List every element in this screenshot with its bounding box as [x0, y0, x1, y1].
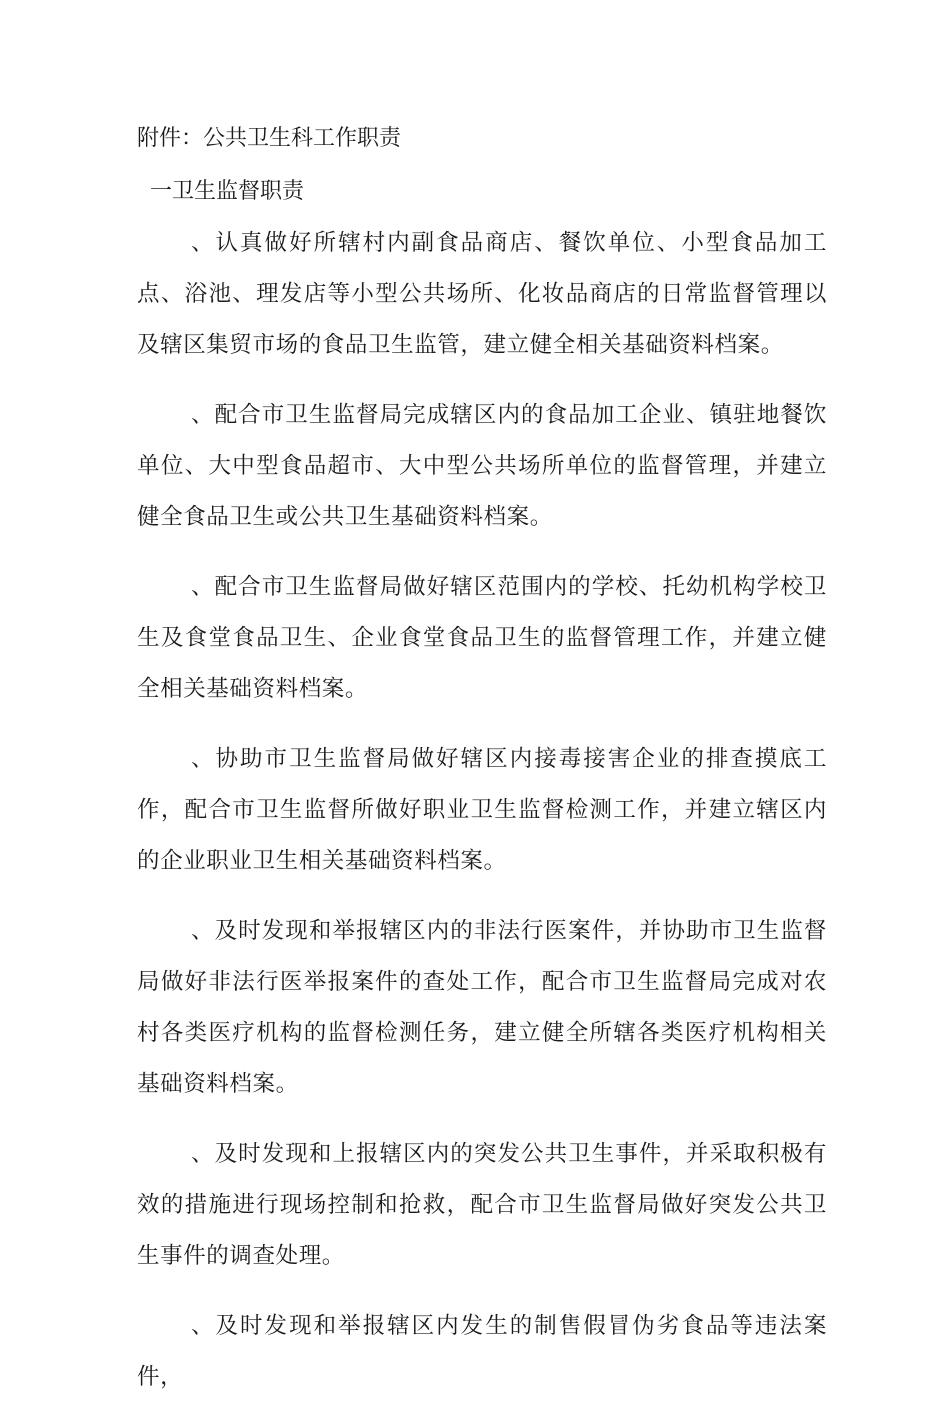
body-text [137, 218, 827, 1422]
paragraph-6: 、及时发现和上报辖区内的突发公共卫生事件，并采取积极有效的措施进行现场控制和抢救，配合市卫生监督局做好突发公共卫生事件的调查处理。 [137, 1141, 827, 1269]
paragraph-3: 、配合市卫生监督局做好辖区范围内的学校、托幼机构学校卫生及食堂食品卫生、企业食堂食品卫生的监督管理工作，并建立健全相关基础资料档案。 [137, 574, 827, 702]
paragraph-7: 、及时发现和举报辖区内发生的制售假冒伪劣食品等违法案件， [137, 1313, 827, 1390]
document-title: 附件：公共卫生科工作职责 [137, 126, 402, 151]
paragraph-1: 、认真做好所辖村内副食品商店、餐饮单位、小型食品加工点、浴池、理发店等小型公共场所、化妆品商店的日常监督管理以及辖区集贸市场的食品卫生监管，建立健全相关基础资料档案。 [137, 230, 827, 358]
section-heading: 一卫生监督职责 [150, 179, 305, 204]
paragraph-2: 、配合市卫生监督局完成辖区内的食品加工企业、镇驻地餐饮单位、大中型食品超市、大中型公共场所单位的监督管理，并建立健全食品卫生或公共卫生基础资料档案。 [137, 402, 827, 530]
paragraph-4: 、协助市卫生监督局做好辖区内接毒接害企业的排查摸底工作，配合市卫生监督所做好职业卫生监督检测工作，并建立辖区内的企业职业卫生相关基础资料档案。 [137, 746, 827, 874]
paragraph-5: 、及时发现和举报辖区内的非法行医案件，并协助市卫生监督局做好非法行医举报案件的查处工作，配合市卫生监督局完成对农村各类医疗机构的监督检测任务，建立健全所辖各类医疗机构相关基础资料档案。 [137, 918, 827, 1097]
